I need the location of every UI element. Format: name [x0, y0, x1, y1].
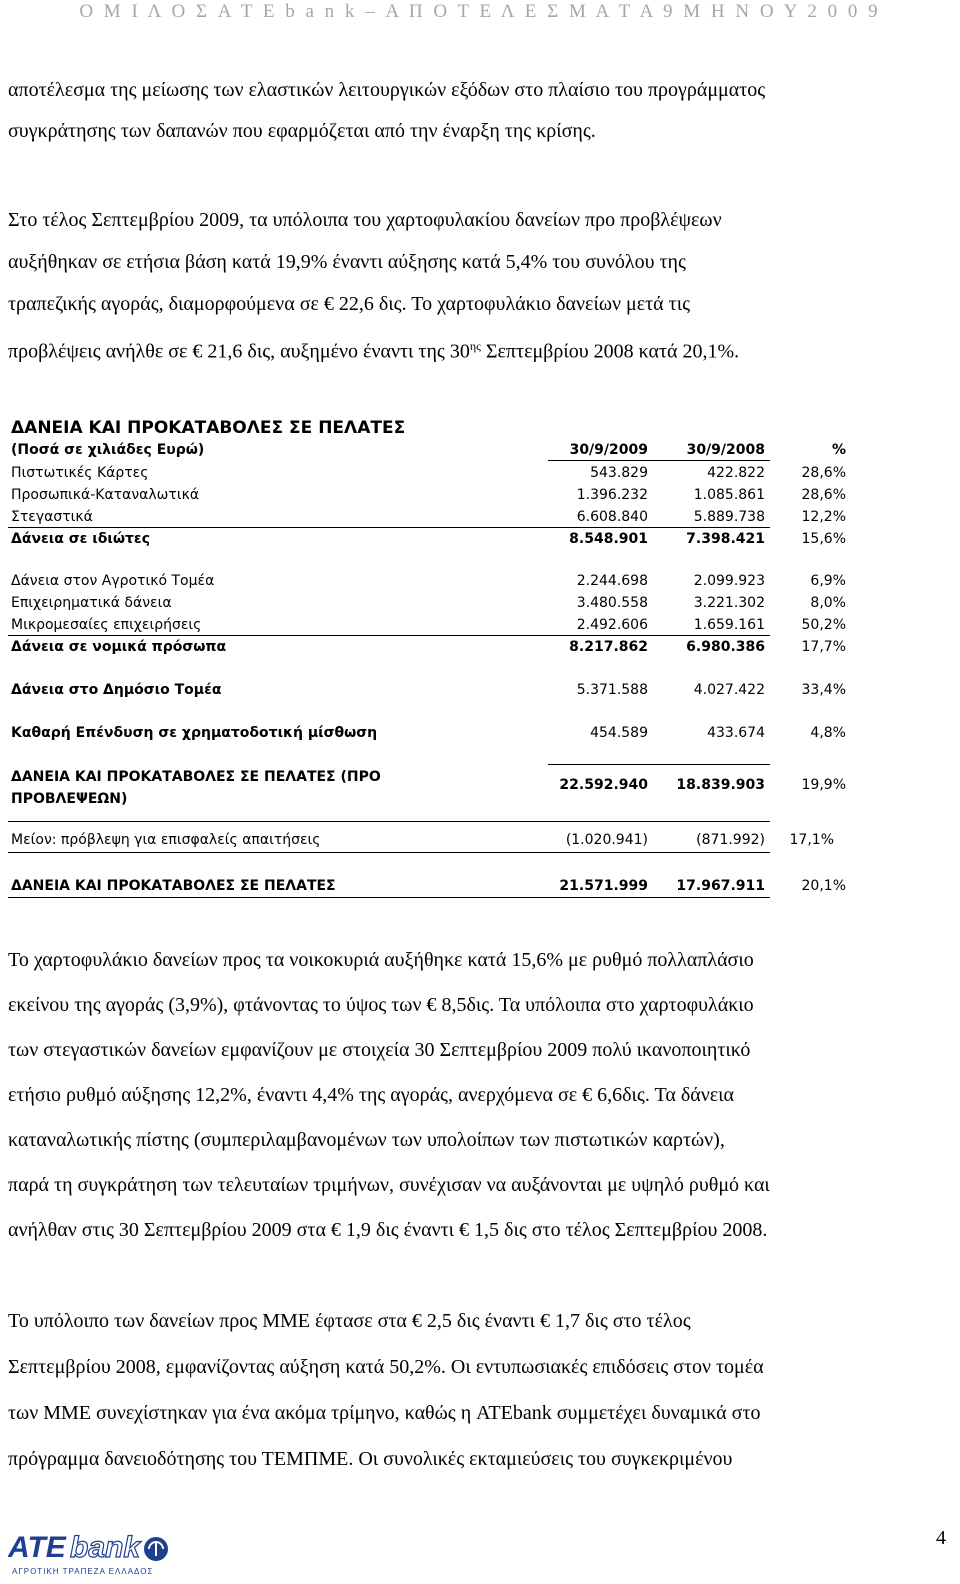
- cell-2009: 21.571.999: [559, 878, 648, 894]
- table-row: [8, 725, 868, 747]
- table-row: [8, 595, 868, 617]
- cell-pct: 8,0%: [810, 595, 846, 611]
- row-divider: [8, 635, 770, 636]
- paragraph-line: καταναλωτικής πίστης (συμπεριλαμβανομένων των υπολοίπων των πιστωτικών καρτών),: [8, 1129, 725, 1151]
- cell-2008: 7.398.421: [686, 531, 765, 547]
- paragraph-line: αυξήθηκαν σε ετήσια βάση κατά 19,9% έναντι αύξησης κατά 5,4% του συνόλου της: [8, 251, 686, 273]
- table-row: [8, 487, 868, 509]
- paragraph-line: Το υπόλοιπο των δανείων προς ΜΜΕ έφτασε στα € 2,5 δις έναντι € 1,7 δις στο τέλος: [8, 1310, 691, 1332]
- row-label: Στεγαστικά: [11, 509, 93, 525]
- cell-pct: 20,1%: [801, 878, 846, 894]
- row-label: Μείον: πρόβλεψη για επισφαλείς απαιτήσεις: [11, 832, 321, 848]
- table-row-subtotal: [8, 531, 868, 553]
- row-label: Δάνεια στον Αγροτικό Τομέα: [11, 573, 215, 589]
- cell-2008: 18.839.903: [676, 777, 765, 793]
- logo-emblem-icon: [144, 1537, 168, 1561]
- cell-2009: 5.371.588: [576, 682, 648, 698]
- paragraph-line: αποτέλεσμα της μείωσης των ελαστικών λειτουργικών εξόδων στο πλαίσιο του προγράμματος: [8, 79, 766, 101]
- cell-pct: 28,6%: [801, 465, 846, 481]
- atebank-logo-graphic: [8, 1527, 178, 1579]
- paragraph-household-loans: [8, 938, 949, 1253]
- paragraph-line: [8, 325, 949, 373]
- cell-pct: 50,2%: [801, 617, 846, 633]
- paragraph-line: ετήσιο ρυθμό αύξησης 12,2%, έναντι 4,4% της αγοράς, ανερχόμενα σε € 6,6δις. Τα δάνεια: [8, 1084, 735, 1106]
- row-label: Προσωπικά-Καταναλωτικά: [11, 487, 200, 503]
- cell-2009: 6.608.840: [576, 509, 648, 525]
- row-label-line: ΔΑΝΕΙΑ ΚΑΙ ΠΡΟΚΑΤΑΒΟΛΕΣ ΣΕ ΠΕΛΑΤΕΣ (ΠΡΟ: [11, 769, 381, 785]
- cell-2009: 2.492.606: [576, 617, 648, 633]
- cell-pct: 17,1%: [789, 832, 834, 848]
- paragraph-loan-portfolio: [8, 199, 949, 373]
- cell-2008: 6.980.386: [686, 639, 765, 655]
- header-col-2008: 30/9/2008: [686, 442, 765, 458]
- cell-2009: 3.480.558: [576, 595, 648, 611]
- cell-2008: 2.099.923: [693, 573, 765, 589]
- row-label: Μικρομεσαίες επιχειρήσεις: [11, 617, 202, 633]
- header-units-label: (Ποσά σε χιλιάδες Ευρώ): [11, 442, 205, 458]
- logo-wordmark-ate: ATE: [8, 1531, 66, 1564]
- cell-pct: 6,9%: [810, 573, 846, 589]
- row-label: Καθαρή Επένδυση σε χρηματοδοτική μίσθωση: [11, 725, 378, 741]
- cell-2008: 17.967.911: [676, 878, 765, 894]
- line-text: προβλέψεις ανήλθε σε € 21,6 δις, αυξημένο έναντι της 30: [8, 340, 470, 363]
- cell-2008: 422.822: [707, 465, 765, 481]
- page-number: 4: [936, 1527, 946, 1549]
- cell-2008: (871.992): [696, 832, 765, 848]
- row-divider: [548, 764, 770, 765]
- row-divider: [8, 821, 770, 822]
- logo-subtitle: ΑΓΡΟΤΙΚΗ ΤΡΑΠΕΖΑ ΕΛΛΑΔΟΣ: [12, 1567, 154, 1576]
- row-label-line: ΠΡΟΒΛΕΨΕΩΝ): [11, 791, 128, 807]
- table-row: [8, 573, 868, 595]
- table-row: [8, 682, 868, 704]
- row-label: Δάνεια σε νομικά πρόσωπα: [11, 639, 227, 655]
- cell-2009: 8.548.901: [569, 531, 648, 547]
- paragraph-line: Το χαρτοφυλάκιο δανείων προς τα νοικοκυριά αυξήθηκε κατά 15,6% με ρυθμό πολλαπλάσιο: [8, 949, 754, 971]
- paragraph-line: Σεπτεμβρίου 2008, εμφανίζοντας αύξηση κατά 50,2%. Οι εντυπωσιακές επιδόσεις στον τομέα: [8, 1356, 764, 1378]
- atebank-logo: [8, 1527, 178, 1579]
- cell-2008: 1.085.861: [693, 487, 765, 503]
- row-label: Πιστωτικές Κάρτες: [11, 465, 149, 481]
- cell-2008: 1.659.161: [693, 617, 765, 633]
- cell-2008: 433.674: [707, 725, 765, 741]
- table-row-subtotal: [8, 639, 868, 661]
- paragraph-line: των στεγαστικών δανείων εμφανίζουν με στοιχεία 30 Σεπτεμβρίου 2009 πολύ ικανοποιητικό: [8, 1039, 751, 1061]
- ordinal-suffix: ης: [469, 339, 481, 353]
- table-row-gross-total: [8, 766, 868, 810]
- cell-pct: 4,8%: [810, 725, 846, 741]
- cell-2008: 4.027.422: [693, 682, 765, 698]
- row-divider: [8, 852, 770, 853]
- table-row: [8, 832, 868, 854]
- cell-2008: 5.889.738: [693, 509, 765, 525]
- paragraph-line: Στο τέλος Σεπτεμβρίου 2009, τα υπόλοιπα του χαρτοφυλακίου δανείων προ προβλέψεων: [8, 209, 722, 231]
- cell-pct: 17,7%: [801, 639, 846, 655]
- cell-pct: 15,6%: [801, 531, 846, 547]
- paragraph-sme-loans: [8, 1298, 949, 1482]
- row-label: Δάνεια σε ιδιώτες: [11, 531, 151, 547]
- row-label: Δάνεια στο Δημόσιο Τομέα: [11, 682, 222, 698]
- paragraph-cost-reduction: [8, 70, 949, 152]
- row-divider: [8, 527, 770, 528]
- row-label: ΔΑΝΕΙΑ ΚΑΙ ΠΡΟΚΑΤΑΒΟΛΕΣ ΣΕ ΠΕΛΑΤΕΣ: [11, 878, 336, 894]
- cell-pct: 12,2%: [801, 509, 846, 525]
- line-text: Σεπτεμβρίου 2008 κατά 20,1%.: [480, 340, 740, 363]
- paragraph-line: των ΜΜΕ συνεχίστηκαν για ένα ακόμα τρίμηνο, καθώς η ATEbank συμμετέχει δυναμικά στο: [8, 1402, 761, 1424]
- cell-2009: 8.217.862: [569, 639, 648, 655]
- header-col-pct: %: [831, 442, 846, 458]
- paragraph-line: τραπεζικής αγοράς, διαμορφούμενα σε € 22,6 δις. Το χαρτοφυλάκιο δανείων μετά τις: [8, 293, 691, 315]
- row-label: Επιχειρηματικά δάνεια: [11, 595, 172, 611]
- table-row: [8, 465, 868, 487]
- cell-2009: 2.244.698: [576, 573, 648, 589]
- paragraph-line: πρόγραμμα δανειοδότησης του ΤΕΜΠΜΕ. Οι συνολικές εκταμιεύσεις του συγκεκριμένου: [8, 1448, 733, 1470]
- header-col-2009: 30/9/2009: [569, 442, 648, 458]
- cell-pct: 19,9%: [801, 777, 846, 793]
- logo-wordmark-bank: bank: [70, 1531, 141, 1564]
- cell-pct: 28,6%: [801, 487, 846, 503]
- running-header: Ο Μ Ι Λ Ο Σ A T E b a n k – Α Π Ο Τ Ε Λ Ε Σ Μ Α Τ Α 9 Μ Η Ν Ο Υ 2 0 0 9: [79, 1, 881, 22]
- paragraph-line: ανήλθαν στις 30 Σεπτεμβρίου 2009 στα € 1,9 δις έναντι € 1,5 δις στο τέλος Σεπτεμβρίου 2008.: [8, 1219, 768, 1241]
- paragraph-line: εκείνου της αγοράς (3,9%), φτάνοντας το ύψος των € 8,5δις. Τα υπόλοιπα στο χαρτοφυλάκιο: [8, 994, 754, 1016]
- paragraph-line: παρά τη συγκράτηση των τελευταίων τριμήνων, συνέχισαν να αυξάνονται με υψηλό ρυθμό και: [8, 1174, 770, 1196]
- cell-2009: 22.592.940: [559, 777, 648, 793]
- cell-pct: 33,4%: [801, 682, 846, 698]
- cell-2009: 454.589: [590, 725, 648, 741]
- cell-2008: 3.221.302: [693, 595, 765, 611]
- row-label: [11, 766, 381, 810]
- cell-2009: (1.020.941): [565, 832, 648, 848]
- cell-2009: 543.829: [590, 465, 648, 481]
- row-divider: [8, 897, 770, 898]
- cell-2009: 1.396.232: [576, 487, 648, 503]
- table-title: ΔΑΝΕΙΑ ΚΑΙ ΠΡΟΚΑΤΑΒΟΛΕΣ ΣΕ ΠΕΛΑΤΕΣ: [11, 418, 406, 438]
- paragraph-line: συγκράτησης των δαπανών που εφαρμόζεται από την έναρξη της κρίσης.: [8, 120, 596, 142]
- header-underline: [548, 460, 770, 461]
